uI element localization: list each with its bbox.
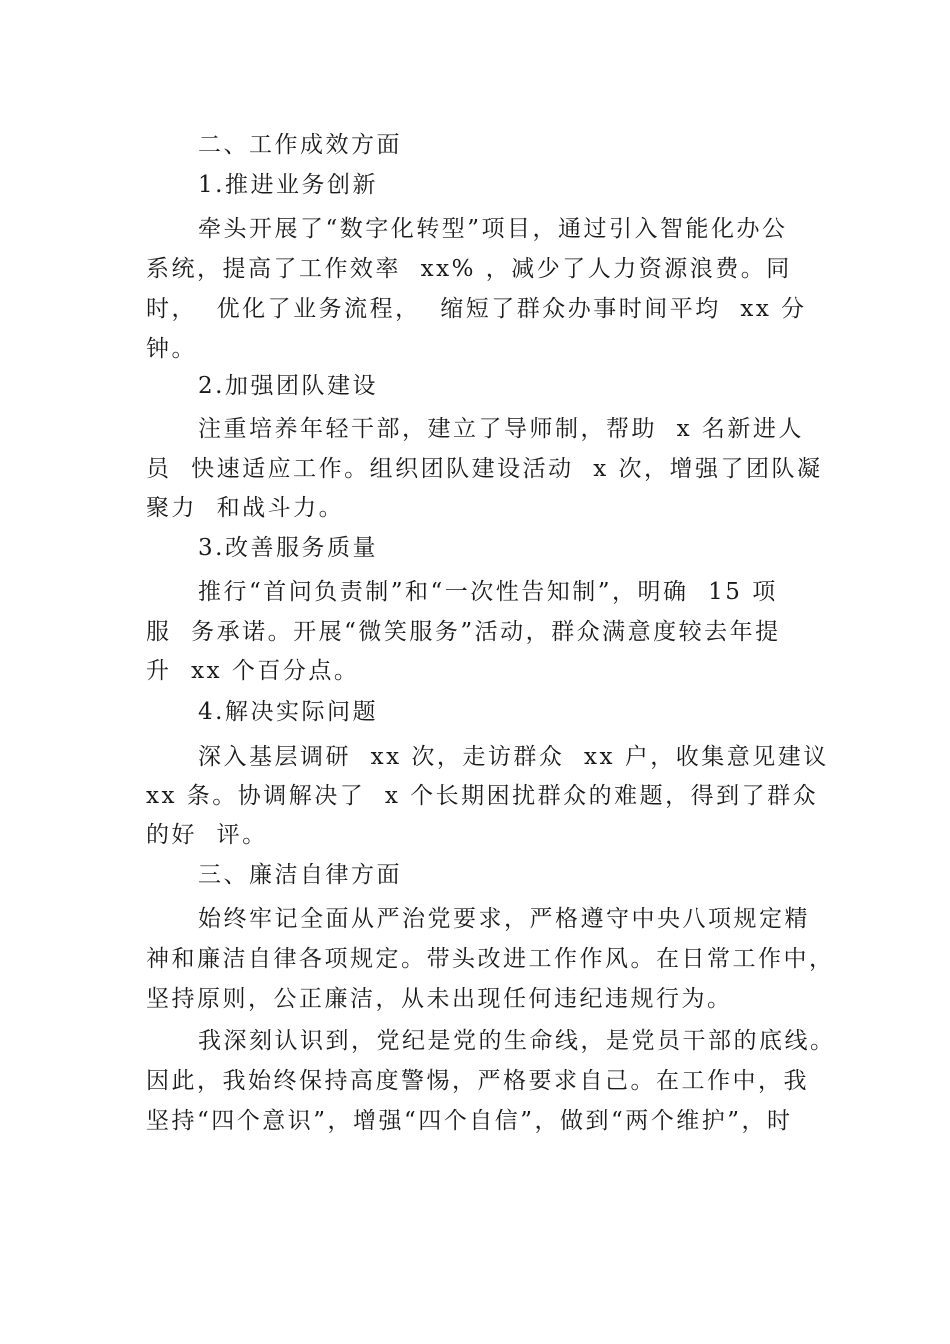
paragraph-line: 因此，我始终保持高度警惕，严格要求自己。在工作中，我 (146, 1068, 809, 1094)
subheading-team-building: 2.加强团队建设 (198, 373, 378, 399)
paragraph-line: 深入基层调研 xx 次，走访群众 xx 户，收集意见建议 (198, 744, 829, 770)
paragraph-line: 始终牢记全面从严治党要求，严格遵守中央八项规定精 (198, 906, 810, 932)
paragraph-line: 系统，提高了工作效率 xx% ，减少了人力资源浪费。同 (146, 256, 792, 282)
paragraph-line: 神和廉洁自律各项规定。带头改进工作作风。在日常工作中， (146, 946, 835, 972)
paragraph-line: 坚持原则，公正廉洁，从未出现任何违纪违规行为。 (146, 986, 733, 1012)
paragraph-line: xx 条。协调解决了 x 个长期困扰群众的难题，得到了群众 (146, 783, 819, 809)
paragraph-line: 的好 评。 (146, 822, 268, 848)
paragraph-line: 服 务承诺。开展“微笑服务”活动，群众满意度较去年提 (146, 619, 781, 645)
paragraph-line: 牵头开展了“数字化转型”项目，通过引入智能化办公 (198, 216, 788, 242)
subheading-practical-problems: 4.解决实际问题 (198, 699, 378, 725)
section-heading-work-results: 二、工作成效方面 (198, 132, 402, 158)
paragraph-line: 钟。 (146, 336, 197, 362)
paragraph-line: 员 快速适应工作。组织团队建设活动 x 次，增强了团队凝 (146, 456, 823, 482)
paragraph-line: 推行“首问负责制”和“一次性告知制”，明确 15 项 (198, 579, 778, 605)
paragraph-line: 注重培养年轻干部，建立了导师制，帮助 x 名新进人 (198, 416, 804, 442)
subheading-service-quality: 3.改善服务质量 (198, 535, 378, 561)
section-heading-integrity: 三、廉洁自律方面 (198, 862, 402, 888)
paragraph-line: 升 xx 个百分点。 (146, 658, 360, 684)
paragraph-line: 我深刻认识到，党纪是党的生命线，是党员干部的底线。 (198, 1028, 836, 1054)
paragraph-line: 坚持“四个意识”，增强“四个自信”，做到“两个维护”，时 (146, 1108, 793, 1134)
paragraph-line: 聚力 和战斗力。 (146, 495, 345, 521)
subheading-business-innovation: 1.推进业务创新 (198, 172, 378, 198)
paragraph-line: 时， 优化了业务流程， 缩短了群众办事时间平均 xx 分 (146, 296, 807, 322)
